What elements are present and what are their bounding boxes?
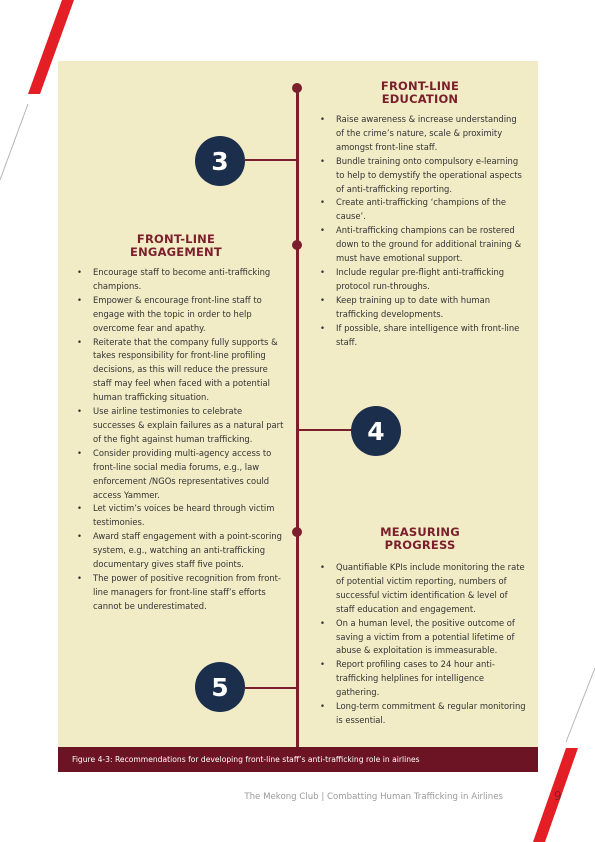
list-item: • Let victim’s voices be heard through victim testimonies. xyxy=(73,502,285,530)
list-item: • Award staff engagement with a point-scoring system, e.g., watching an anti-trafficking documentary gives staff five points. xyxy=(73,530,285,572)
step-4-badge: 4 xyxy=(351,406,401,456)
connector-3 xyxy=(245,159,297,161)
engagement-heading xyxy=(86,233,266,259)
engagement-heading-line2: ENGAGEMENT xyxy=(130,245,222,259)
list-item: • Keep training up to date with human trafficking developments. xyxy=(316,294,522,322)
list-item: • Long-term commitment & regular monitoring is essential. xyxy=(316,700,526,728)
list-item: • Include regular pre-flight anti-trafficking protocol run-throughs. xyxy=(316,266,522,294)
measuring-heading-line1: MEASURING xyxy=(380,525,460,539)
education-heading-line2: EDUCATION xyxy=(381,92,459,106)
list-item: • Anti-trafficking champions can be rostered down to the ground for additional training & must have emotional support. xyxy=(316,224,522,266)
list-item: • Raise awareness & increase understanding of the crime’s nature, scale & proximity amongst front-line staff. xyxy=(316,113,522,155)
education-heading-line1: FRONT-LINE xyxy=(380,79,460,93)
measuring-heading xyxy=(330,526,510,552)
figure-caption: Figure 4-3: Recommendations for developing front-line staff’s anti-trafficking role in airlines xyxy=(58,747,538,772)
list-item: • Consider providing multi-agency access to front-line social media forums, e.g., law enforcement /NGOs representatives could access Yammer. xyxy=(73,447,285,503)
list-item: • On a human level, the positive outcome of saving a victim from a potential lifetime of abuse & exploitation is immeasurable. xyxy=(316,617,526,659)
education-heading xyxy=(330,80,510,106)
timeline-dot xyxy=(292,527,302,537)
list-item: • Report profiling cases to 24 hour anti-trafficking helplines for intelligence gathering. xyxy=(316,658,526,700)
timeline-dot xyxy=(292,240,302,250)
timeline-dot xyxy=(292,83,302,93)
engagement-list xyxy=(73,266,285,614)
step-3-badge: 3 xyxy=(195,136,245,186)
list-item: • If possible, share intelligence with front-line staff. xyxy=(316,322,522,350)
list-item: • Bundle training onto compulsory e-learning to help to demystify the operational aspects of anti-trafficking reporting. xyxy=(316,155,522,197)
list-item: • Use airline testimonies to celebrate successes & explain failures as a natural part of the fight against human trafficking. xyxy=(73,405,285,447)
measuring-list xyxy=(316,561,526,728)
list-item: • Empower & encourage front-line staff to engage with the topic in order to help overcome fear and apathy. xyxy=(73,294,285,336)
list-item: • Encourage staff to become anti-trafficking champions. xyxy=(73,266,285,294)
education-list xyxy=(316,113,522,349)
engagement-heading-line1: FRONT-LINE xyxy=(136,232,216,246)
list-item: • Create anti-trafficking ‘champions of the cause’. xyxy=(316,196,522,224)
measuring-heading-line2: PROGRESS xyxy=(384,538,456,552)
connector-5 xyxy=(245,687,297,689)
connector-4 xyxy=(297,429,352,431)
timeline-line xyxy=(296,87,299,747)
page-number: 9 xyxy=(554,789,562,803)
running-footer: The Mekong Club | Combatting Human Trafficking in Airlines xyxy=(244,792,503,802)
list-item: • Reiterate that the company fully supports & takes responsibility for front-line profiling decisions, as this will reduce the pressure staff may feel when faced with a potential human trafficking situation. xyxy=(73,336,285,406)
step-5-badge: 5 xyxy=(195,662,245,712)
list-item: • Quantifiable KPIs include monitoring the rate of potential victim reporting, numbers of successful victim identification & level of staff education and engagement. xyxy=(316,561,526,617)
list-item: • The power of positive recognition from front-line managers for front-line staff’s efforts cannot be underestimated. xyxy=(73,572,285,614)
